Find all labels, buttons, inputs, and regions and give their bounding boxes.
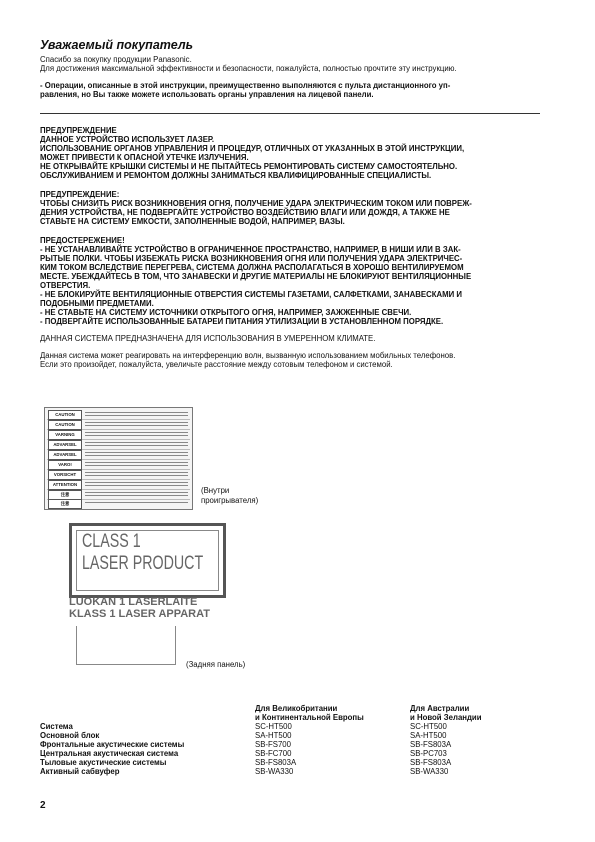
intro-line-1: Спасибо за покупку продукции Panasonic. <box>40 55 192 64</box>
document-body <box>40 38 540 369</box>
warning-laser-line: НЕ ОТКРЫВАЙТЕ КРЫШКИ СИСТЕМЫ И НЕ ПЫТАЙТЕСЬ РЕМОНТИРОВАТЬ СИСТЕМУ САМОСТОЯТЕЛЬНО. <box>40 162 458 171</box>
caution-line: ПРЕДОСТЕРЕЖЕНИЕ! <box>40 236 125 245</box>
caution-line: - ПОДВЕРГАЙТЕ ИСПОЛЬЗОВАННЫЕ БАТАРЕИ ПИТАНИЯ УТИЛИЗАЦИИ В УСТАНОВЛЕННОМ ПОРЯДКЕ. <box>40 317 444 326</box>
warning-fire-line: СТАВЬТЕ НА СИСТЕМУ ЕМКОСТИ, ЗАПОЛНЕННЫЕ ВОДОЙ, НАПРИМЕР, ВАЗЫ. <box>40 217 345 226</box>
laser-class-label <box>69 523 226 598</box>
warning-labels-sticker <box>44 407 193 510</box>
caution-line: - НЕ СТАВЬТЕ НА СИСТЕМУ ИСТОЧНИКИ ОТКРЫТОГО ОГНЯ, НАПРИМЕР, ЗАЖЖЕННЫЕ СВЕЧИ. <box>40 308 412 317</box>
table-row: Система SC-HT500 SC-HT500 <box>40 722 447 731</box>
caution-line: КИМ ТОКОМ ВСЛЕДСТВИЕ ПЕРЕГРЕВА, СИСТЕМА ДОЛЖНА РАСПОЛАГАТЬСЯ В ХОРОШО ВЕНТИЛИРУЕМОМ <box>40 263 464 272</box>
warning-laser-line: ПРЕДУПРЕЖДЕНИЕ <box>40 126 117 135</box>
label-row: 注意 <box>47 490 190 500</box>
page-title: Уважаемый покупатель <box>40 38 194 52</box>
label-row: CAUTION <box>47 410 190 420</box>
caution-line: - НЕ УСТАНАВЛИВАЙТЕ УСТРОЙСТВО В ОГРАНИЧЕННОЕ ПРОСТРАНСТВО, НАПРИМЕР, В НИШИ ИЛИ В ЗАК- <box>40 245 461 254</box>
laser-swedish-text: KLASS 1 LASER APPARAT <box>69 608 210 620</box>
warning-laser-line: ОБСЛУЖИВАНИЕМ И РЕМОНТОМ ДОЛЖНЫ ЗАНИМАТЬСЯ КВАЛИФИЦИРОВАННЫЕ СПЕЦИАЛИСТЫ. <box>40 171 432 180</box>
label-row: ADVARSEL <box>47 450 190 460</box>
divider <box>40 113 540 114</box>
caution-section <box>40 236 540 326</box>
warning-fire-line: ПРЕДУПРЕЖДЕНИЕ: <box>40 190 120 199</box>
warning-laser <box>40 126 540 180</box>
table-row: Активный сабвуфер SB-WA330 SB-WA330 <box>40 767 449 776</box>
phones-line-1: Данная система может реагировать на интерференцию волн, вызванную использованием мобильных телефонов. <box>40 351 456 360</box>
caution-line: ОТВЕРСТИЯ. <box>40 281 91 290</box>
caution-line: РЫТЫЕ ПОЛКИ. ЧТОБЫ ИЗБЕЖАТЬ РИСКА ВОЗНИКНОВЕНИЯ ОГНЯ ИЛИ ПОЛУЧЕНИЯ УДАРА ЭЛЕКТРИЧЕС- <box>40 254 463 263</box>
remote-note-line-2: равления, но Вы также можете использовать органы управления на лицевой панели. <box>40 90 374 99</box>
label-row: VORSICHT <box>47 470 190 480</box>
laser-product-text: LASER PRODUCT <box>82 553 204 574</box>
phones-line-2: Если это произойдет, пожалуйста, увеличьте расстояние между сотовым телефоном и системой. <box>40 360 393 369</box>
table-row: Центральная акустическая система SB-FC700 SB-PC703 <box>40 749 447 758</box>
label-row: ADVARSEL <box>47 440 190 450</box>
inside-player-caption: (Внутри проигрывателя) <box>201 486 259 505</box>
table-row: Основной блок SA-HT500 SA-HT500 <box>40 731 447 740</box>
warning-laser-line: МОЖЕТ ПРИВЕСТИ К ОПАСНОЙ УТЕЧКЕ ИЗЛУЧЕНИЯ. <box>40 153 249 162</box>
label-row: VARO! <box>47 460 190 470</box>
label-row: CAUTION <box>47 420 190 430</box>
intro-line-2: Для достижения максимальной эффективности и безопасности, пожалуйста, полностью прочтите эту инструкцию. <box>40 64 457 73</box>
page-number: 2 <box>40 800 46 811</box>
remote-note-line-1: - Операции, описанные в этой инструкции, преимущественно выполняются с пульта дистанционного уп- <box>40 81 451 90</box>
climate-note: ДАННАЯ СИСТЕМА ПРЕДНАЗНАЧЕНА ДЛЯ ИСПОЛЬЗОВАНИЯ В УМЕРЕННОМ КЛИМАТЕ. <box>40 334 376 343</box>
warning-fire-line: ЧТОБЫ СНИЗИТЬ РИСК ВОЗНИКНОВЕНИЯ ОГНЯ, ПОЛУЧЕНИЕ УДАРА ЭЛЕКТРИЧЕСКИМ ТОКОМ ИЛИ ПОВРЕЖ- <box>40 199 472 208</box>
warning-fire <box>40 190 540 226</box>
laser-finnish-text: LUOKAN 1 LASERLAITE <box>69 596 198 608</box>
warning-fire-line: ДЕНИЯ УСТРОЙСТВА, НЕ ПОДВЕРГАЙТЕ УСТРОЙСТВО ВОЗДЕЙСТВИЮ ВЛАГИ ИЛИ ДОЖДЯ, А ТАКЖЕ НЕ <box>40 208 450 217</box>
table-row: Тыловые акустические системы SB-FS803A SB-FS803A <box>40 758 452 767</box>
label-row: VARNING <box>47 430 190 440</box>
rear-panel-caption: (Задняя панель) <box>186 660 246 669</box>
rear-panel-outline <box>76 626 176 665</box>
warning-laser-line: ДАННОЕ УСТРОЙСТВО ИСПОЛЬЗУЕТ ЛАЗЕР. <box>40 135 215 144</box>
label-row: ATTENTION <box>47 480 190 490</box>
label-row: 注意 <box>47 499 190 508</box>
warning-laser-line: ИСПОЛЬЗОВАНИЕ ОРГАНОВ УПРАВЛЕНИЯ И ПРОЦЕДУР, ОТЛИЧНЫХ ОТ УКАЗАННЫХ В ЭТОЙ ИНСТРУКЦИИ, <box>40 144 465 153</box>
caution-line: - НЕ БЛОКИРУЙТЕ ВЕНТИЛЯЦИОННЫЕ ОТВЕРСТИЯ СИСТЕМЫ ГАЗЕТАМИ, САЛФЕТКАМИ, ЗАНАВЕСКАМИ И <box>40 290 462 299</box>
table-header-au: Для Австралии и Новой Зеландии <box>410 704 482 722</box>
table-header-eu: Для Великобритании и Континентальной Европы <box>255 704 364 722</box>
caution-line: МЕСТЕ. УБЕЖДАЙТЕСЬ В ТОМ, ЧТО ЗАНАВЕСКИ И ДРУГИЕ МАТЕРИАЛЫ НЕ БЛОКИРУЮТ ВЕНТИЛЯЦИОННЫЕ <box>40 272 472 281</box>
caution-line: ПОДОБНЫМИ ПРЕДМЕТАМИ. <box>40 299 154 308</box>
table-row: Фронтальные акустические системы SB-FS700 SB-FS803A <box>40 740 452 749</box>
laser-class-text: CLASS 1 <box>82 531 141 552</box>
